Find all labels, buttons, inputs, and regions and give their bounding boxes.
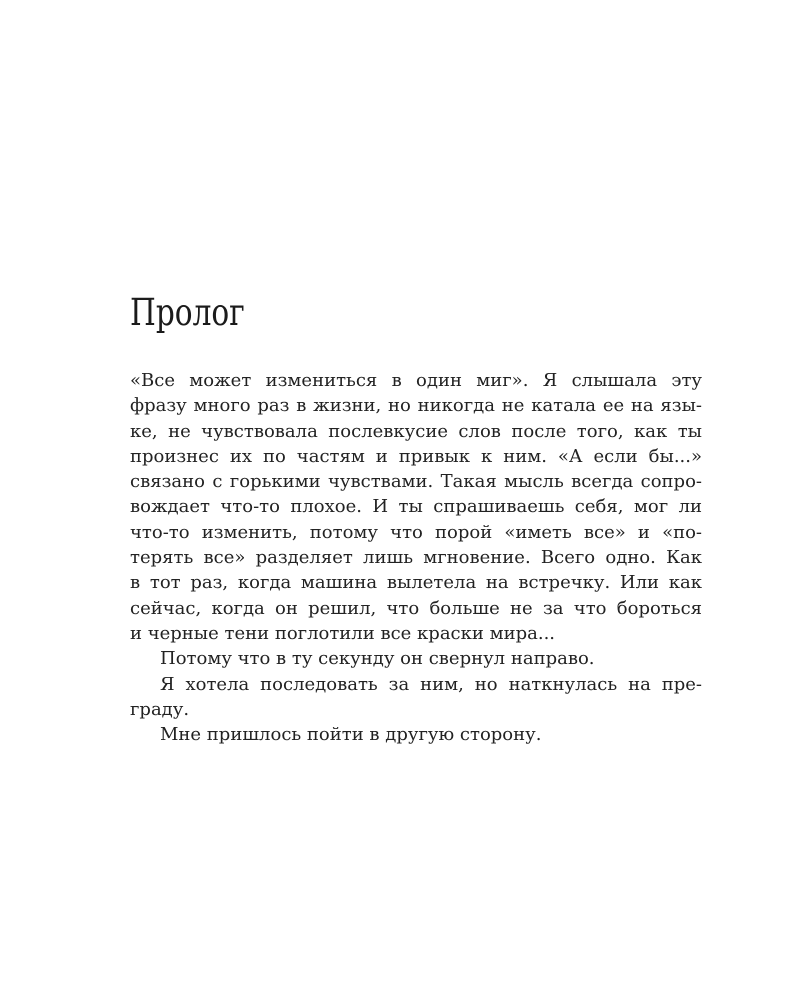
text-line: произнес их по частям и привык к ним. «А если бы...» — [130, 445, 702, 467]
text-line: связано с горькими чувствами. Такая мысль всегда сопро- — [130, 471, 702, 493]
text-line: терять все» разделяет лишь мгновение. Всего одно. Как — [130, 547, 702, 569]
text-line: граду. — [130, 698, 190, 720]
chapter-body — [130, 368, 702, 747]
text-line: Я хотела последовать за ним, но наткнулась на пре- — [160, 673, 702, 695]
text-line: что-то изменить, потому что порой «иметь все» и «по- — [130, 521, 702, 543]
text-line: Потому что в ту секунду он свернул направо. — [160, 648, 595, 670]
text-line: в тот раз, когда машина вылетела на встречку. Или как — [130, 572, 702, 594]
text-line: Мне пришлось пойти в другую сторону. — [160, 724, 542, 746]
text-line: «Все может измениться в один миг». Я слышала эту — [130, 370, 702, 391]
text-line: сейчас, когда он решил, что больше не за что бороться — [130, 597, 702, 619]
text-line: ке, не чувствовала послевкусие слов после того, как ты — [130, 420, 702, 442]
text-line: фразу много раз в жизни, но никогда не катала ее на язы- — [130, 395, 702, 417]
chapter-title: Пролог — [130, 291, 245, 334]
text-line: и черные тени поглотили все краски мира... — [130, 622, 556, 644]
text-line: вождает что-то плохое. И ты спрашиваешь себя, мог ли — [130, 496, 702, 518]
